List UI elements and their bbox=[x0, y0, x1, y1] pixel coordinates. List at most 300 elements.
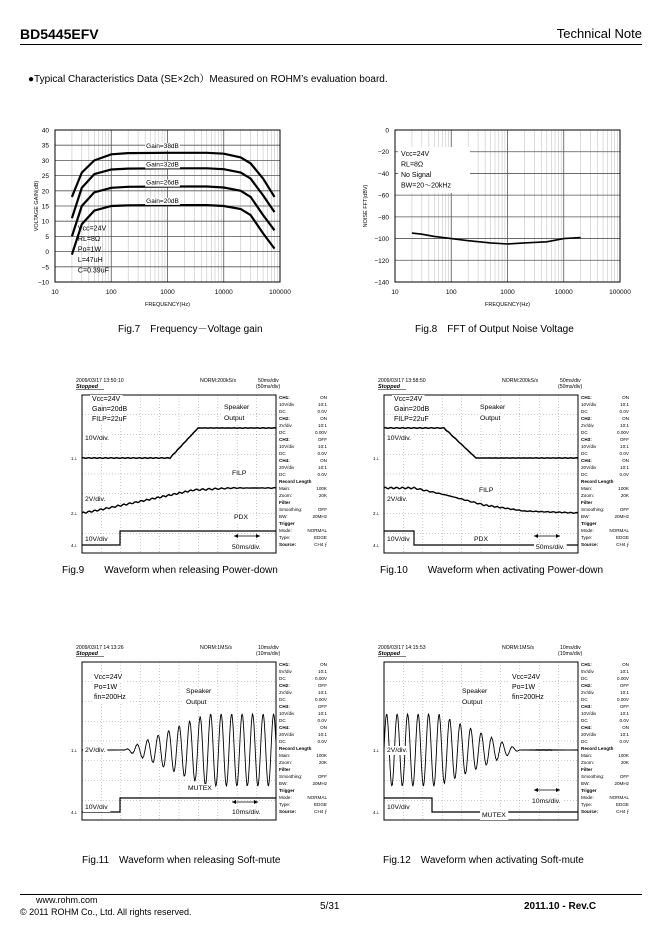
panel-key: Source: bbox=[279, 809, 297, 814]
panel-value: OFF bbox=[317, 683, 327, 688]
ground-marker: 4⊥ bbox=[71, 810, 78, 815]
condition-note: BW=20～20kHz bbox=[401, 182, 451, 190]
panel-key: CH3: bbox=[279, 437, 290, 442]
panel-value: NORMAL bbox=[609, 795, 629, 800]
panel-value: ON bbox=[320, 662, 327, 667]
panel-value: EDGE bbox=[615, 535, 629, 540]
panel-value: 20MHz bbox=[312, 514, 327, 519]
x-tick-label: 100000 bbox=[609, 289, 631, 296]
condition-note: fin=200Hz bbox=[512, 694, 544, 701]
condition-note: Vcc=24V bbox=[394, 396, 423, 403]
filp-label: FILP bbox=[479, 487, 494, 494]
panel-key: DC bbox=[279, 718, 286, 723]
panel-value: 10:1 bbox=[620, 732, 629, 737]
panel-value: OFF bbox=[619, 507, 629, 512]
x-tick-label: 10 bbox=[391, 289, 399, 296]
panel-value: OFF bbox=[317, 507, 327, 512]
panel-value: ON bbox=[320, 395, 327, 400]
header-rule bbox=[20, 44, 642, 45]
panel-value: 0.0V bbox=[317, 472, 327, 477]
panel-value: 20MHz bbox=[312, 781, 327, 786]
panel-value: 10:1 bbox=[318, 690, 327, 695]
panel-value: CH4 ⨍ bbox=[616, 542, 629, 547]
y-tick-label: −80 bbox=[377, 214, 389, 222]
panel-key: DC bbox=[279, 409, 286, 414]
condition-note: Po=1W bbox=[77, 246, 102, 254]
intro-text: ●Typical Characteristics Data (SE×2ch）Measured on ROHM’s evaluation board. bbox=[28, 74, 388, 85]
speaker-label: Speaker bbox=[224, 404, 250, 411]
panel-key: Record Length bbox=[279, 746, 312, 751]
x-tick-label: 100 bbox=[105, 289, 117, 296]
ch3-scale: 10V/div bbox=[387, 536, 410, 543]
condition-note: RL=8Ω bbox=[77, 235, 101, 243]
panel-value: 10:1 bbox=[318, 732, 327, 737]
panel-value: 0.0V bbox=[619, 739, 629, 744]
y-tick-label: −10 bbox=[37, 279, 49, 287]
arrow-head bbox=[254, 800, 258, 804]
filp-label: FILP bbox=[232, 470, 247, 477]
panel-value: OFF bbox=[317, 704, 327, 709]
ground-marker: 4⊥ bbox=[373, 543, 380, 548]
panel-key: CH2: bbox=[581, 683, 592, 688]
panel-value: 0.00V bbox=[616, 697, 629, 702]
panel-key: Filter bbox=[279, 767, 291, 772]
panel-value: 10:1 bbox=[620, 465, 629, 470]
fig11-caption: Fig.11 Waveform when releasing Soft-mute bbox=[82, 855, 281, 866]
panel-key: BW: bbox=[581, 781, 590, 786]
condition-note: Vcc=24V bbox=[512, 674, 541, 681]
pdx-label: PDX bbox=[474, 536, 488, 543]
panel-value: 0.00V bbox=[616, 430, 629, 435]
panel-value: ON bbox=[622, 725, 629, 730]
panel-key: BW: bbox=[279, 514, 288, 519]
scope-status: Stopped bbox=[378, 384, 400, 390]
panel-value: 0.0V bbox=[619, 472, 629, 477]
panel-key: Filter bbox=[279, 500, 291, 505]
fig9-scope bbox=[70, 375, 330, 560]
speaker-label: Output bbox=[186, 699, 207, 706]
panel-key: CH2: bbox=[581, 416, 592, 421]
ground-marker: 1⊥ bbox=[71, 748, 78, 753]
timebase-label: 10ms/div. bbox=[232, 809, 261, 816]
timebase-label: 50ms/div. bbox=[536, 544, 565, 551]
panel-key: 5V/div bbox=[581, 669, 594, 674]
panel-value: ON bbox=[320, 725, 327, 730]
condition-note: Vcc=24V bbox=[77, 225, 107, 233]
speaker-label: Output bbox=[480, 415, 501, 422]
series-label: Gain=26dB bbox=[146, 179, 179, 187]
panel-value: OFF bbox=[317, 437, 327, 442]
series-label: Gain=38dB bbox=[146, 143, 179, 151]
panel-value: 10:1 bbox=[620, 423, 629, 428]
panel-value: 10:1 bbox=[620, 444, 629, 449]
y-tick-label: 10 bbox=[41, 218, 49, 226]
arrow-head bbox=[556, 788, 560, 792]
speaker-label: Output bbox=[462, 699, 483, 706]
condition-note: Vcc=24V bbox=[92, 396, 121, 403]
panel-value: 20MHz bbox=[614, 781, 629, 786]
panel-value: 0.0V bbox=[619, 451, 629, 456]
arrow-head bbox=[232, 800, 236, 804]
scope-timestamp: 2009/03/17 14:15:53 bbox=[378, 645, 426, 651]
panel-value: OFF bbox=[619, 683, 629, 688]
fig8-caption: Fig.8 FFT of Output Noise Voltage bbox=[415, 324, 574, 335]
ground-marker: 2⊥ bbox=[71, 511, 78, 516]
arrow-head bbox=[256, 534, 260, 538]
panel-key: 10V/div bbox=[279, 444, 295, 449]
scope-timebase: 50ms/div bbox=[258, 378, 279, 384]
panel-value: 0.0V bbox=[317, 739, 327, 744]
ground-marker: 1⊥ bbox=[71, 456, 78, 461]
panel-value: 100K bbox=[618, 753, 629, 758]
panel-key: Smoothing: bbox=[581, 507, 605, 512]
panel-value: NORMAL bbox=[307, 795, 327, 800]
panel-key: Main: bbox=[279, 753, 291, 758]
panel-value: EDGE bbox=[313, 535, 327, 540]
scope-timebase-zoom: (10ms/div) bbox=[256, 651, 281, 657]
ch3-scale: 10V/div bbox=[85, 536, 108, 543]
panel-key: CH4: bbox=[279, 458, 290, 463]
ch3-scale: 10V/div bbox=[85, 804, 108, 811]
panel-value: 100K bbox=[316, 753, 327, 758]
panel-key: CH3: bbox=[581, 704, 592, 709]
panel-key: DC bbox=[581, 472, 588, 477]
panel-key: CH1: bbox=[581, 395, 592, 400]
condition-note: FILP=22uF bbox=[394, 416, 429, 423]
speaker-label: Output bbox=[224, 415, 245, 422]
page-number: 5/31 bbox=[320, 901, 340, 912]
panel-value: 20K bbox=[318, 760, 327, 765]
panel-key: CH4: bbox=[279, 725, 290, 730]
fig12-scope bbox=[372, 642, 632, 827]
panel-key: Mode: bbox=[279, 795, 292, 800]
condition-note: fin=200Hz bbox=[94, 694, 126, 701]
y-tick-label: −5 bbox=[41, 264, 49, 272]
scope-timestamp: 2009/03/17 13:58:50 bbox=[378, 378, 426, 384]
scope-timestamp: 2009/03/17 14:13:26 bbox=[76, 645, 124, 651]
panel-value: 10:1 bbox=[318, 465, 327, 470]
panel-key: DC bbox=[581, 409, 588, 414]
panel-key: Main: bbox=[581, 486, 593, 491]
x-tick-label: 10000 bbox=[214, 289, 233, 296]
panel-key: CH1: bbox=[279, 662, 290, 667]
speaker-label: Speaker bbox=[480, 404, 506, 411]
panel-value: 100K bbox=[618, 486, 629, 491]
panel-value: 0.00V bbox=[314, 430, 327, 435]
panel-key: Smoothing: bbox=[581, 774, 605, 779]
panel-key: 20V/div bbox=[581, 465, 597, 470]
panel-key: DC bbox=[279, 451, 286, 456]
footer-rule bbox=[20, 894, 642, 895]
y-tick-label: −40 bbox=[377, 170, 389, 178]
condition-note: Gain=20dB bbox=[92, 406, 128, 413]
panel-key: DC bbox=[581, 430, 588, 435]
y-tick-label: 35 bbox=[41, 142, 49, 150]
panel-value: 10:1 bbox=[620, 669, 629, 674]
x-axis-label: FREQUENCY(Hz) bbox=[145, 302, 190, 308]
panel-key: Type: bbox=[279, 535, 291, 540]
scope-status: Stopped bbox=[76, 651, 98, 657]
panel-value: ON bbox=[320, 458, 327, 463]
mutex-label: MUTEX bbox=[482, 812, 506, 819]
document-type: Technical Note bbox=[556, 26, 642, 41]
condition-note: Po=1W bbox=[512, 684, 536, 691]
panel-key: Zoom: bbox=[279, 760, 293, 765]
panel-key: Zoom: bbox=[581, 493, 595, 498]
speaker-label: Speaker bbox=[186, 688, 212, 695]
revision: 2011.10 - Rev.C bbox=[524, 901, 597, 912]
y-tick-label: 25 bbox=[41, 173, 49, 181]
y-tick-label: 40 bbox=[41, 127, 49, 135]
panel-key: DC bbox=[279, 676, 286, 681]
panel-key: 20V/div bbox=[581, 732, 597, 737]
ch1-scale: 2V/div. bbox=[85, 747, 106, 754]
arrow-head bbox=[534, 534, 538, 538]
panel-key: DC bbox=[581, 676, 588, 681]
panel-value: 0.00V bbox=[314, 676, 327, 681]
panel-key: DC bbox=[279, 739, 286, 744]
fig8-chart bbox=[355, 122, 645, 312]
panel-key: Trigger bbox=[581, 788, 597, 793]
scope-timebase: 10ms/div bbox=[560, 645, 581, 651]
ch2-scale: 2V/div. bbox=[85, 496, 106, 503]
panel-value: 0.0V bbox=[317, 718, 327, 723]
y-tick-label: −120 bbox=[374, 257, 389, 265]
panel-key: CH1: bbox=[581, 662, 592, 667]
panel-value: 0.0V bbox=[317, 409, 327, 414]
x-tick-label: 1000 bbox=[160, 289, 175, 296]
panel-value: 10:1 bbox=[318, 711, 327, 716]
y-tick-label: 5 bbox=[45, 233, 49, 241]
footer-copyright: © 2011 ROHM Co., Ltd. All rights reserved. bbox=[20, 907, 192, 917]
panel-key: BW: bbox=[279, 781, 288, 786]
panel-key: 20V/div bbox=[279, 465, 295, 470]
fig9-caption: Fig.9 Waveform when releasing Power-down bbox=[62, 565, 278, 576]
ch1-speaker-trace bbox=[384, 714, 578, 786]
panel-value: 0.00V bbox=[314, 697, 327, 702]
condition-note: Vcc=24V bbox=[401, 151, 430, 159]
y-axis-label: NOISE FFT(dBV) bbox=[363, 184, 369, 228]
panel-key: Mode: bbox=[581, 795, 594, 800]
scope-timestamp: 2009/03/17 13:50:10 bbox=[76, 378, 124, 384]
panel-value: ON bbox=[622, 416, 629, 421]
panel-key: Mode: bbox=[581, 528, 594, 533]
panel-value: ON bbox=[622, 662, 629, 667]
panel-value: 10:1 bbox=[620, 402, 629, 407]
scope-sample-rate: NORM:200kS/s bbox=[502, 378, 539, 384]
panel-value: 10:1 bbox=[620, 711, 629, 716]
x-axis-label: FREQUENCY(Hz) bbox=[485, 302, 530, 308]
panel-key: Zoom: bbox=[279, 493, 293, 498]
panel-value: ON bbox=[622, 395, 629, 400]
panel-key: Source: bbox=[581, 809, 599, 814]
panel-key: 10V/div bbox=[279, 402, 295, 407]
ground-marker: 2⊥ bbox=[373, 511, 380, 516]
panel-value: 10:1 bbox=[318, 402, 327, 407]
panel-value: 100K bbox=[316, 486, 327, 491]
panel-value: 0.0V bbox=[317, 451, 327, 456]
panel-value: CH4 ⨍ bbox=[314, 809, 327, 814]
ground-marker: 4⊥ bbox=[71, 543, 78, 548]
x-tick-label: 1000 bbox=[500, 289, 515, 296]
panel-key: CH2: bbox=[279, 416, 290, 421]
ground-marker: 4⊥ bbox=[373, 810, 380, 815]
x-tick-label: 10000 bbox=[554, 289, 573, 296]
scope-status: Stopped bbox=[76, 384, 98, 390]
panel-value: 20K bbox=[318, 493, 327, 498]
panel-key: Smoothing: bbox=[279, 774, 303, 779]
panel-key: DC bbox=[581, 739, 588, 744]
y-tick-label: 30 bbox=[41, 157, 49, 165]
footer-url: www.rohm.com bbox=[36, 895, 98, 905]
panel-value: CH4 ⨍ bbox=[616, 809, 629, 814]
panel-key: Record Length bbox=[279, 479, 312, 484]
panel-value: OFF bbox=[619, 437, 629, 442]
condition-note: Vcc=24V bbox=[94, 674, 123, 681]
panel-value: 10:1 bbox=[318, 444, 327, 449]
panel-key: DC bbox=[581, 451, 588, 456]
condition-note: FILP=22uF bbox=[92, 416, 127, 423]
panel-key: 2V/div bbox=[279, 690, 292, 695]
y-axis-label: VOLTAGE GAIN(dB) bbox=[34, 180, 40, 232]
panel-key: DC bbox=[581, 697, 588, 702]
panel-key: CH1: bbox=[279, 395, 290, 400]
panel-key: Type: bbox=[279, 802, 291, 807]
speaker-label: Speaker bbox=[462, 688, 488, 695]
ch1-scale: 10V/div. bbox=[387, 435, 412, 442]
x-tick-label: 10 bbox=[51, 289, 59, 296]
timebase-label: 10ms/div. bbox=[532, 798, 561, 805]
panel-key: Filter bbox=[581, 767, 593, 772]
panel-value: 10:1 bbox=[620, 690, 629, 695]
panel-value: OFF bbox=[619, 774, 629, 779]
scope-timebase-zoom: (50ms/div) bbox=[256, 384, 281, 390]
condition-note: Gain=20dB bbox=[394, 406, 430, 413]
scope-status: Stopped bbox=[378, 651, 400, 657]
panel-key: Source: bbox=[279, 542, 297, 547]
scope-sample-rate: NORM:1MS/s bbox=[502, 645, 534, 651]
y-tick-label: 0 bbox=[385, 127, 389, 135]
panel-value: EDGE bbox=[615, 802, 629, 807]
panel-key: CH4: bbox=[581, 725, 592, 730]
condition-note: C=0.39uF bbox=[77, 267, 109, 275]
y-tick-label: −140 bbox=[374, 279, 389, 287]
ground-marker: 1⊥ bbox=[373, 456, 380, 461]
arrow-head bbox=[556, 534, 560, 538]
condition-note: No Signal bbox=[401, 172, 432, 180]
panel-key: CH3: bbox=[581, 437, 592, 442]
ch2-scale: 2V/div. bbox=[387, 496, 408, 503]
scope-timebase-zoom: (10ms/div) bbox=[558, 651, 583, 657]
fig10-caption: Fig.10 Waveform when activating Power-down bbox=[380, 565, 604, 576]
panel-key: Main: bbox=[581, 753, 593, 758]
x-tick-label: 100 bbox=[445, 289, 457, 296]
panel-key: Main: bbox=[279, 486, 291, 491]
y-tick-label: −100 bbox=[374, 236, 389, 244]
fig11-scope bbox=[70, 642, 330, 827]
fig7-chart bbox=[30, 122, 310, 312]
panel-key: Record Length bbox=[581, 479, 614, 484]
panel-value: ON bbox=[622, 458, 629, 463]
panel-key: Trigger bbox=[581, 521, 597, 526]
panel-value: 20K bbox=[620, 493, 629, 498]
panel-key: 10V/div bbox=[581, 402, 597, 407]
panel-value: 0.00V bbox=[616, 676, 629, 681]
fig7-caption: Fig.7 Frequency－Voltage gain bbox=[118, 324, 263, 335]
panel-key: 20V/div bbox=[279, 732, 295, 737]
panel-key: Type: bbox=[581, 535, 593, 540]
arrow-head bbox=[234, 534, 238, 538]
y-tick-label: 0 bbox=[45, 249, 49, 257]
panel-key: Type: bbox=[581, 802, 593, 807]
panel-value: 10:1 bbox=[318, 423, 327, 428]
panel-key: DC bbox=[581, 718, 588, 723]
panel-key: Filter bbox=[581, 500, 593, 505]
ch1-scale: 10V/div. bbox=[85, 435, 110, 442]
panel-value: 20K bbox=[620, 760, 629, 765]
panel-key: Trigger bbox=[279, 788, 295, 793]
scope-timebase-zoom: (50ms/div) bbox=[558, 384, 583, 390]
scope-timebase: 50ms/div bbox=[560, 378, 581, 384]
panel-value: OFF bbox=[317, 774, 327, 779]
panel-key: CH3: bbox=[279, 704, 290, 709]
condition-note: RL=8Ω bbox=[401, 161, 424, 169]
panel-key: BW: bbox=[581, 514, 590, 519]
panel-key: 2V/div bbox=[581, 690, 594, 695]
y-tick-label: −60 bbox=[377, 192, 389, 200]
panel-value: 0.0V bbox=[619, 718, 629, 723]
y-tick-label: −20 bbox=[377, 149, 389, 157]
panel-key: Source: bbox=[581, 542, 599, 547]
scope-sample-rate: NORM:200kS/s bbox=[200, 378, 237, 384]
scope-sample-rate: NORM:1MS/s bbox=[200, 645, 232, 651]
y-tick-label: 20 bbox=[41, 188, 49, 196]
part-number: BD5445EFV bbox=[20, 26, 99, 42]
panel-key: DC bbox=[279, 472, 286, 477]
panel-value: OFF bbox=[619, 704, 629, 709]
ch3-scale: 10V/div bbox=[387, 804, 410, 811]
arrow-head bbox=[534, 788, 538, 792]
timebase-label: 50ms/div. bbox=[232, 544, 261, 551]
panel-key: 2V/div bbox=[279, 423, 292, 428]
series-label: Gain=32dB bbox=[146, 161, 179, 169]
panel-key: DC bbox=[279, 697, 286, 702]
panel-key: Zoom: bbox=[581, 760, 595, 765]
fig12-caption: Fig.12 Waveform when activating Soft-mute bbox=[383, 855, 584, 866]
panel-key: Record Length bbox=[581, 746, 614, 751]
y-tick-label: 15 bbox=[41, 203, 49, 211]
condition-note: Po=1W bbox=[94, 684, 118, 691]
panel-key: Mode: bbox=[279, 528, 292, 533]
fig10-scope bbox=[372, 375, 632, 560]
panel-key: Trigger bbox=[279, 521, 295, 526]
panel-value: 0.0V bbox=[619, 409, 629, 414]
ch1-speaker-trace bbox=[82, 714, 276, 786]
panel-value: 20MHz bbox=[614, 514, 629, 519]
panel-key: DC bbox=[279, 430, 286, 435]
scope-timebase: 10ms/div bbox=[258, 645, 279, 651]
panel-key: 10V/div bbox=[279, 711, 295, 716]
panel-value: CH4 ⨍ bbox=[314, 542, 327, 547]
panel-value: 10:1 bbox=[318, 669, 327, 674]
panel-key: CH2: bbox=[279, 683, 290, 688]
x-tick-label: 100000 bbox=[269, 289, 291, 296]
panel-key: 10V/div bbox=[581, 444, 597, 449]
panel-value: ON bbox=[320, 416, 327, 421]
ground-marker: 1⊥ bbox=[373, 748, 380, 753]
panel-value: NORMAL bbox=[307, 528, 327, 533]
panel-value: EDGE bbox=[313, 802, 327, 807]
